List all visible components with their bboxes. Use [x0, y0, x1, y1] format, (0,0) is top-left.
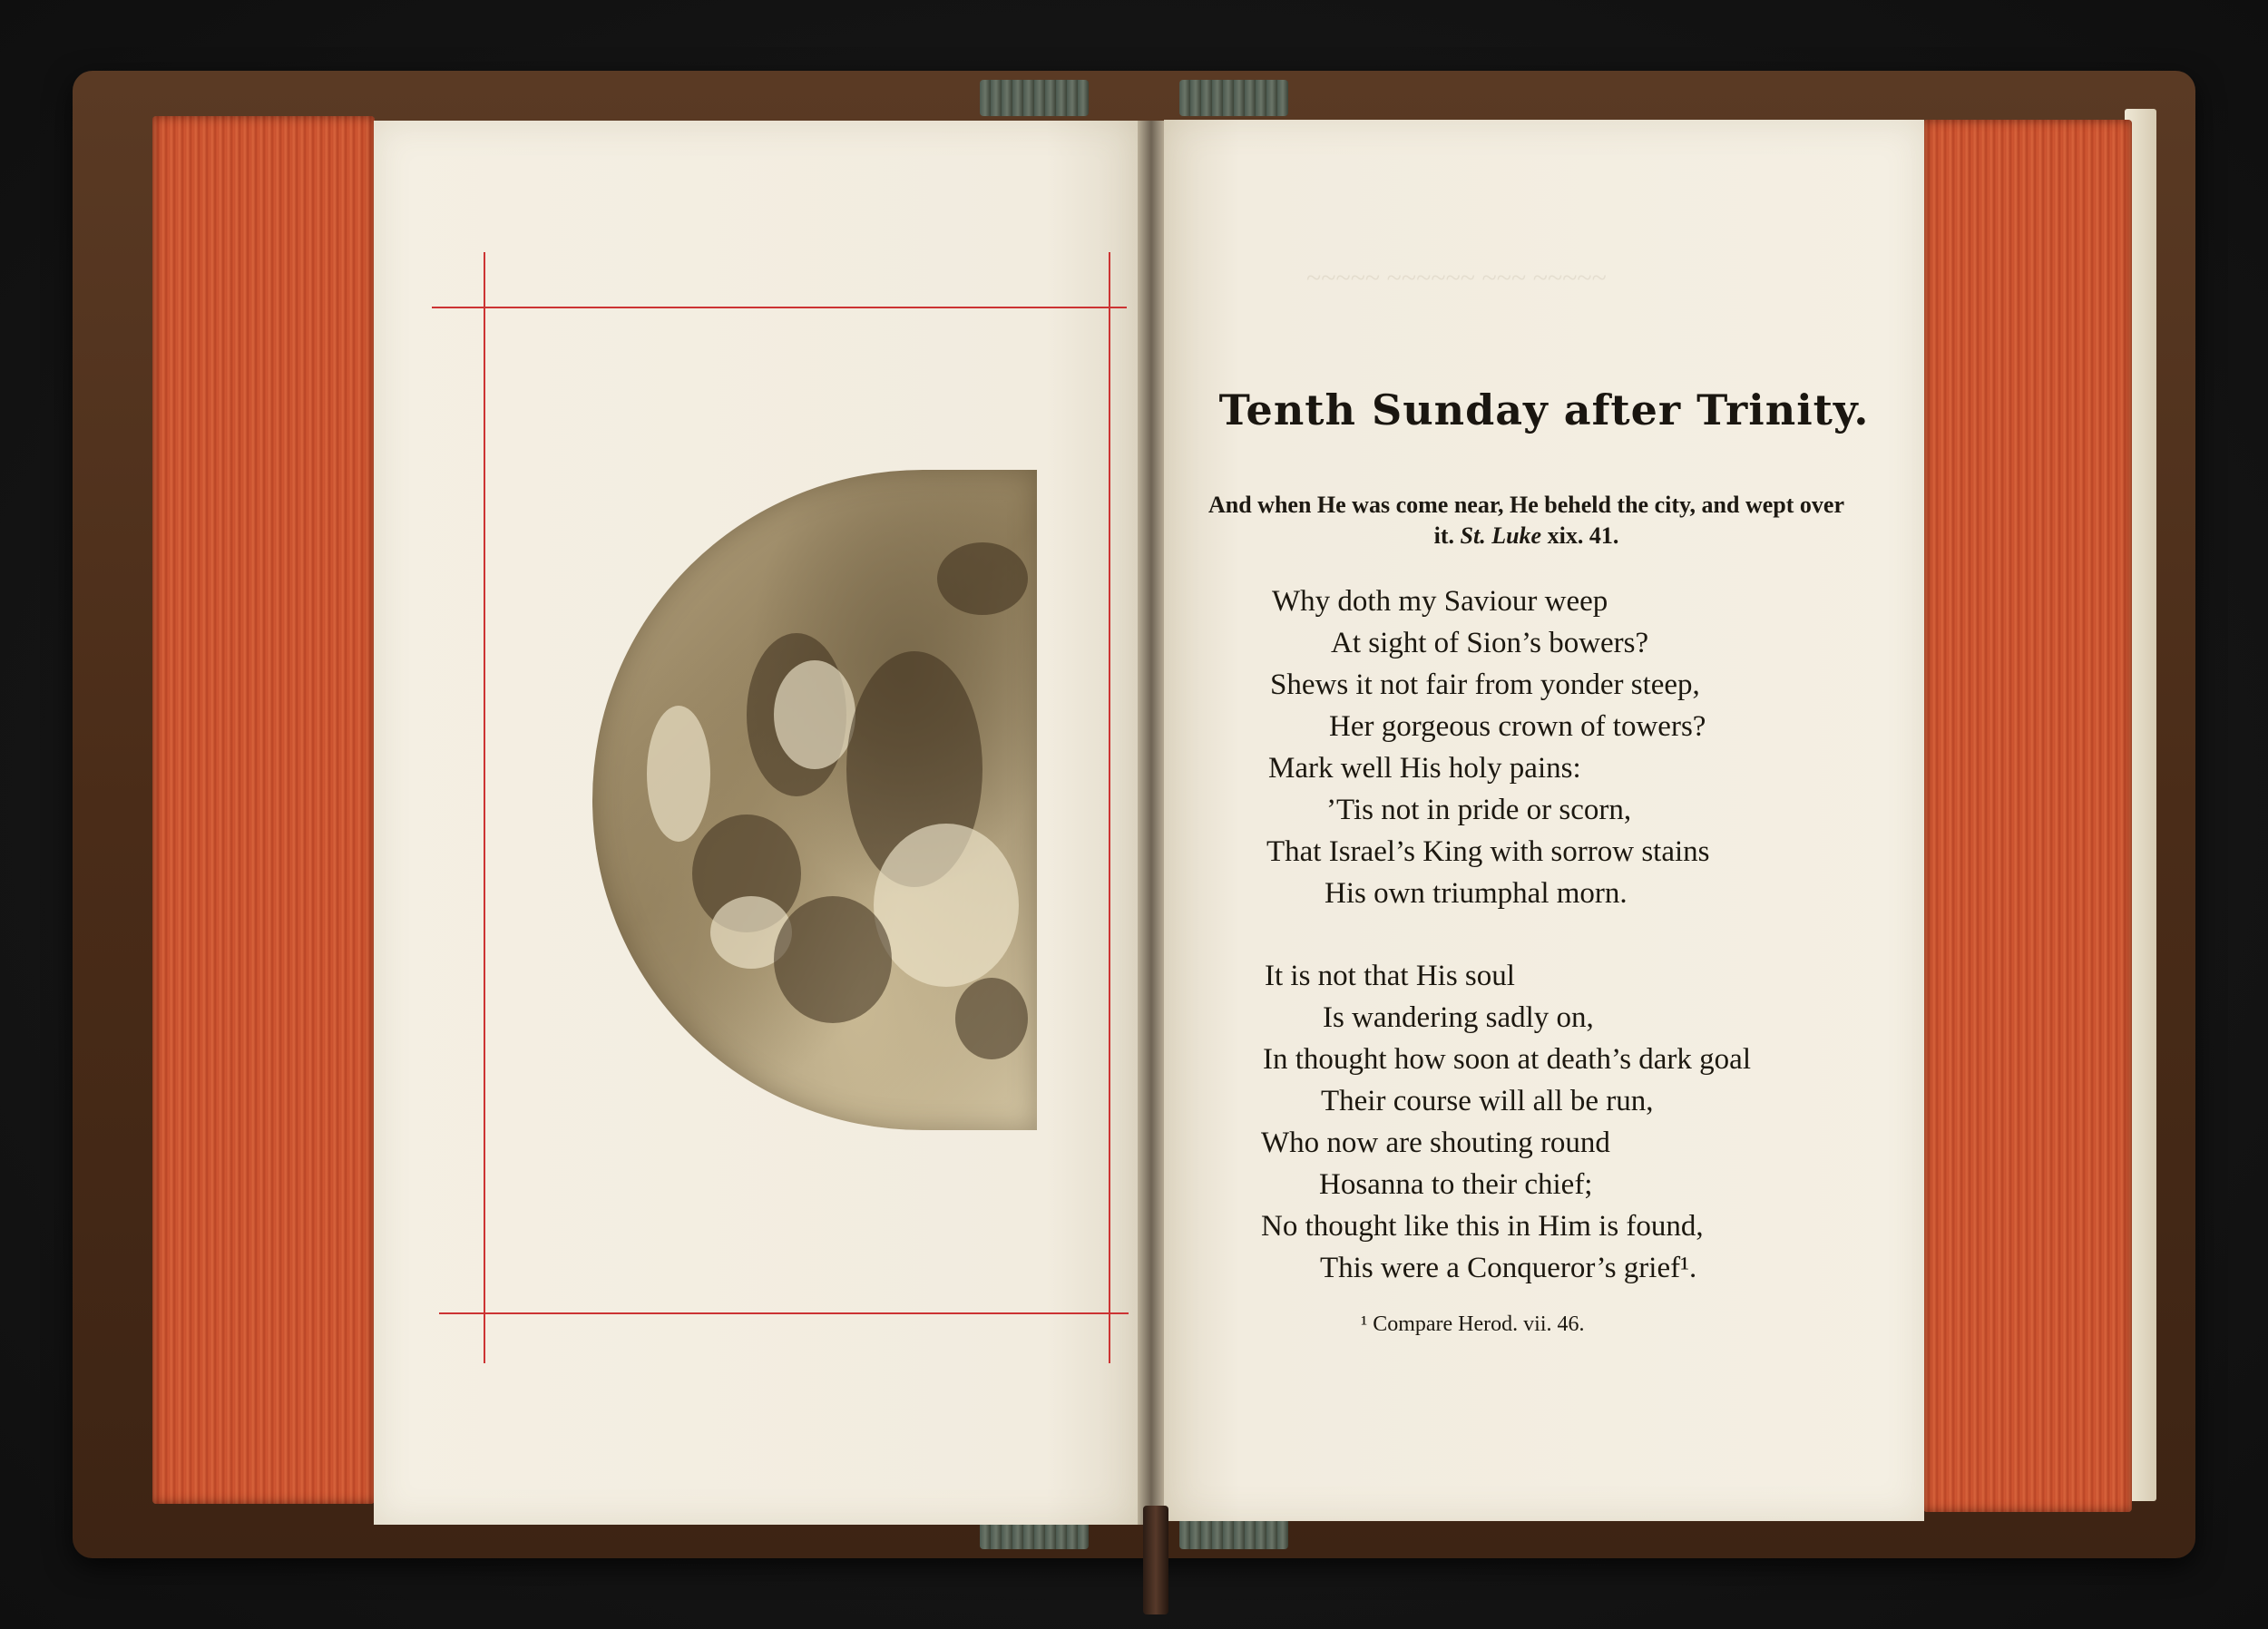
spine-headband-right	[1179, 80, 1288, 116]
verse-line: Why doth my Saviour weep	[1272, 585, 1608, 618]
spine-headband-left	[980, 80, 1089, 116]
verse-line: ’Tis not in pride or scorn,	[1326, 794, 1632, 826]
verse-line: This were a Conqueror’s grief¹.	[1320, 1252, 1697, 1284]
verse-line: Mark well His holy pains:	[1268, 752, 1581, 785]
verse-line: At sight of Sion’s bowers?	[1331, 627, 1649, 659]
frame-rule-left	[484, 252, 485, 1363]
verse-line: Shews it not fair from yonder steep,	[1270, 668, 1700, 701]
epigraph	[1207, 490, 1846, 551]
epigraph-text: And when He was come near, He beheld the city, and wept over it.	[1207, 492, 1844, 549]
frame-rule-bottom	[439, 1312, 1129, 1314]
left-page-edges	[152, 116, 375, 1504]
bookmark-ribbon[interactable]	[1143, 1506, 1168, 1614]
verse-line: No thought like this in Him is found,	[1261, 1210, 1704, 1243]
right-page-edges	[1923, 120, 2132, 1512]
verse-line: Hosanna to their chief;	[1319, 1168, 1593, 1201]
verse-line: In thought how soon at death’s dark goal	[1263, 1043, 1751, 1076]
verse-line: It is not that His soul	[1265, 960, 1515, 992]
book-gutter	[1138, 121, 1165, 1525]
verse-line: Is wandering sadly on,	[1323, 1001, 1594, 1034]
epigraph-reference: St. Luke	[1460, 522, 1542, 549]
show-through-text: ~~~~~ ~~~~~~ ~~~ ~~~~~	[1306, 263, 1607, 293]
verse-line: His own triumphal morn.	[1325, 877, 1628, 910]
verse-line: Their course will all be run,	[1321, 1085, 1654, 1117]
verse-line: Who now are shouting round	[1261, 1127, 1610, 1159]
epigraph-reference-number: xix. 41.	[1547, 522, 1619, 549]
frame-rule-top	[432, 307, 1127, 308]
footnote: ¹ Compare Herod. vii. 46.	[1361, 1312, 1585, 1336]
verse-line: Her gorgeous crown of towers?	[1329, 710, 1706, 743]
frame-rule-right	[1109, 252, 1110, 1363]
page-heading: Tenth Sunday after Trinity.	[1218, 385, 1870, 434]
verse-line: That Israel’s King with sorrow stains	[1266, 835, 1710, 868]
